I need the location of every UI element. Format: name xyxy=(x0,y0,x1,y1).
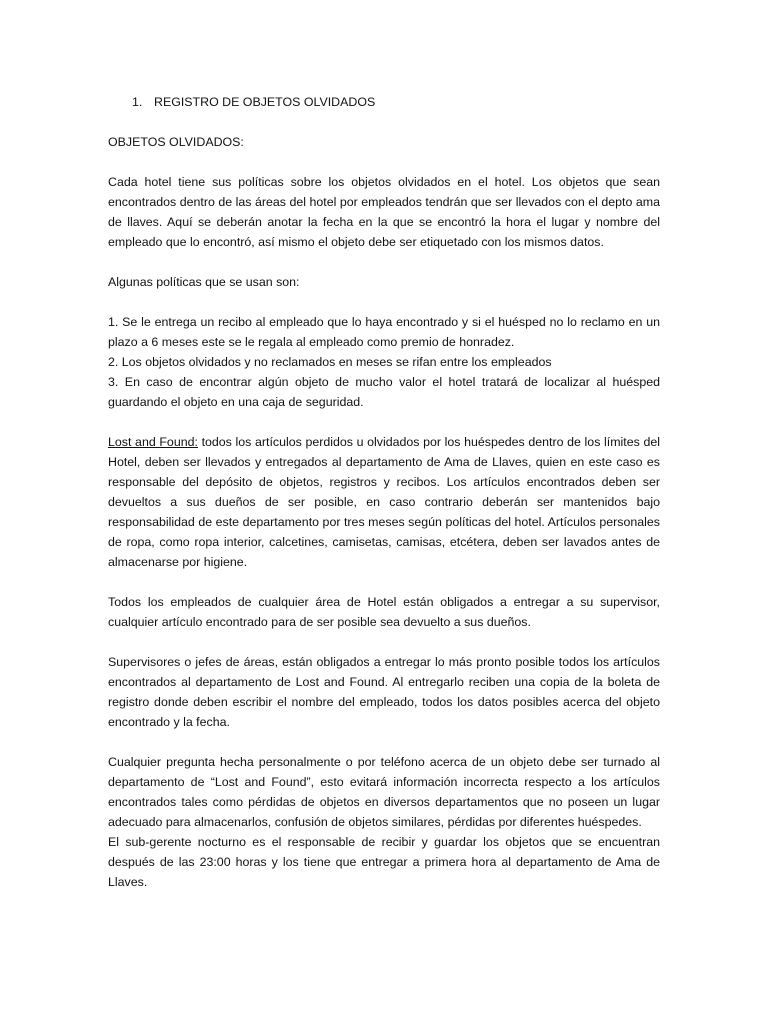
section-heading xyxy=(132,92,660,112)
employees-paragraph: Todos los empleados de cualquier área de Hotel están obligados a entregar a su supervisor, cualquier artículo encontrado para de ser posible sea devuelto a sus dueños. xyxy=(108,595,660,629)
intro-paragraph: Cada hotel tiene sus políticas sobre los objetos olvidados en el hotel. Los objetos que sean encontrados dentro de las áreas del hotel por empleados tendrán que ser llevados con el depto ama de llaves. Aquí se deberán anotar la fecha en la que se encontró la hora el lugar y nombre del empleado que lo encontró, así mismo el objeto debe ser etiquetado con los mismos datos. xyxy=(108,175,660,249)
supervisors-paragraph: Supervisores o jefes de áreas, están obligados a entregar lo más pronto posible todos los artículos encontrados al departamento de Lost and Found. Al entregarlo reciben una copia de la boleta de registro donde deben escribir el nombre del empleado, todos los datos posibles acerca del objeto encontrado y la fecha. xyxy=(108,655,660,729)
subheading: OBJETOS OLVIDADOS: xyxy=(108,135,244,149)
section-title: REGISTRO DE OBJETOS OLVIDADOS xyxy=(154,95,376,109)
lost-found-text: todos los artículos perdidos u olvidados por los huéspedes dentro de los límites del Hotel, deben ser llevados y entregados al departamento de Ama de Llaves, quien en este caso es responsable del depósito de objetos, registros y recibos. Los artículos encontrados deben ser devueltos a sus dueños de ser posible, en caso contrario deberán ser mantenidos bajo responsabilidad de este departamento por tres meses según políticas del hotel. Artículos personales de ropa, como ropa interior, calcetines, camisetas, camisas, etcétera, deben ser lavados antes de almacenarse por higiene. xyxy=(108,435,660,569)
policy-list xyxy=(108,312,660,412)
lost-found-paragraph xyxy=(108,432,660,572)
lost-found-lead: Lost and Found: xyxy=(108,435,198,449)
questions-paragraph: Cualquier pregunta hecha personalmente o por teléfono acerca de un objeto debe ser turnado al departamento de “Lost and Found”, esto evitará información incorrecta respecto a los artículos encontrados tales como pérdidas de objetos en diversos departamentos que no poseen un lugar adecuado para almacenarlos, confusión de objetos similares, pérdidas por diferentes huéspedes. xyxy=(108,755,660,829)
policies-intro: Algunas políticas que se usan son: xyxy=(108,275,300,289)
policy-item-3: 3. En caso de encontrar algún objeto de mucho valor el hotel tratará de localizar al huésped guardando el objeto en una caja de seguridad. xyxy=(108,375,660,409)
policy-item-1: 1. Se le entrega un recibo al empleado que lo haya encontrado y si el huésped no lo reclamo en un plazo a 6 meses este se le regala al empleado como premio de honradez. xyxy=(108,315,660,349)
section-number: 1. xyxy=(132,95,143,109)
policy-item-2: 2. Los objetos olvidados y no reclamados en meses se rifan entre los empleados xyxy=(108,355,552,369)
night-manager-paragraph: El sub-gerente nocturno es el responsable de recibir y guardar los objetos que se encuentran después de las 23:00 horas y los tiene que entregar a primera hora al departamento de Ama de Llaves. xyxy=(108,835,660,889)
